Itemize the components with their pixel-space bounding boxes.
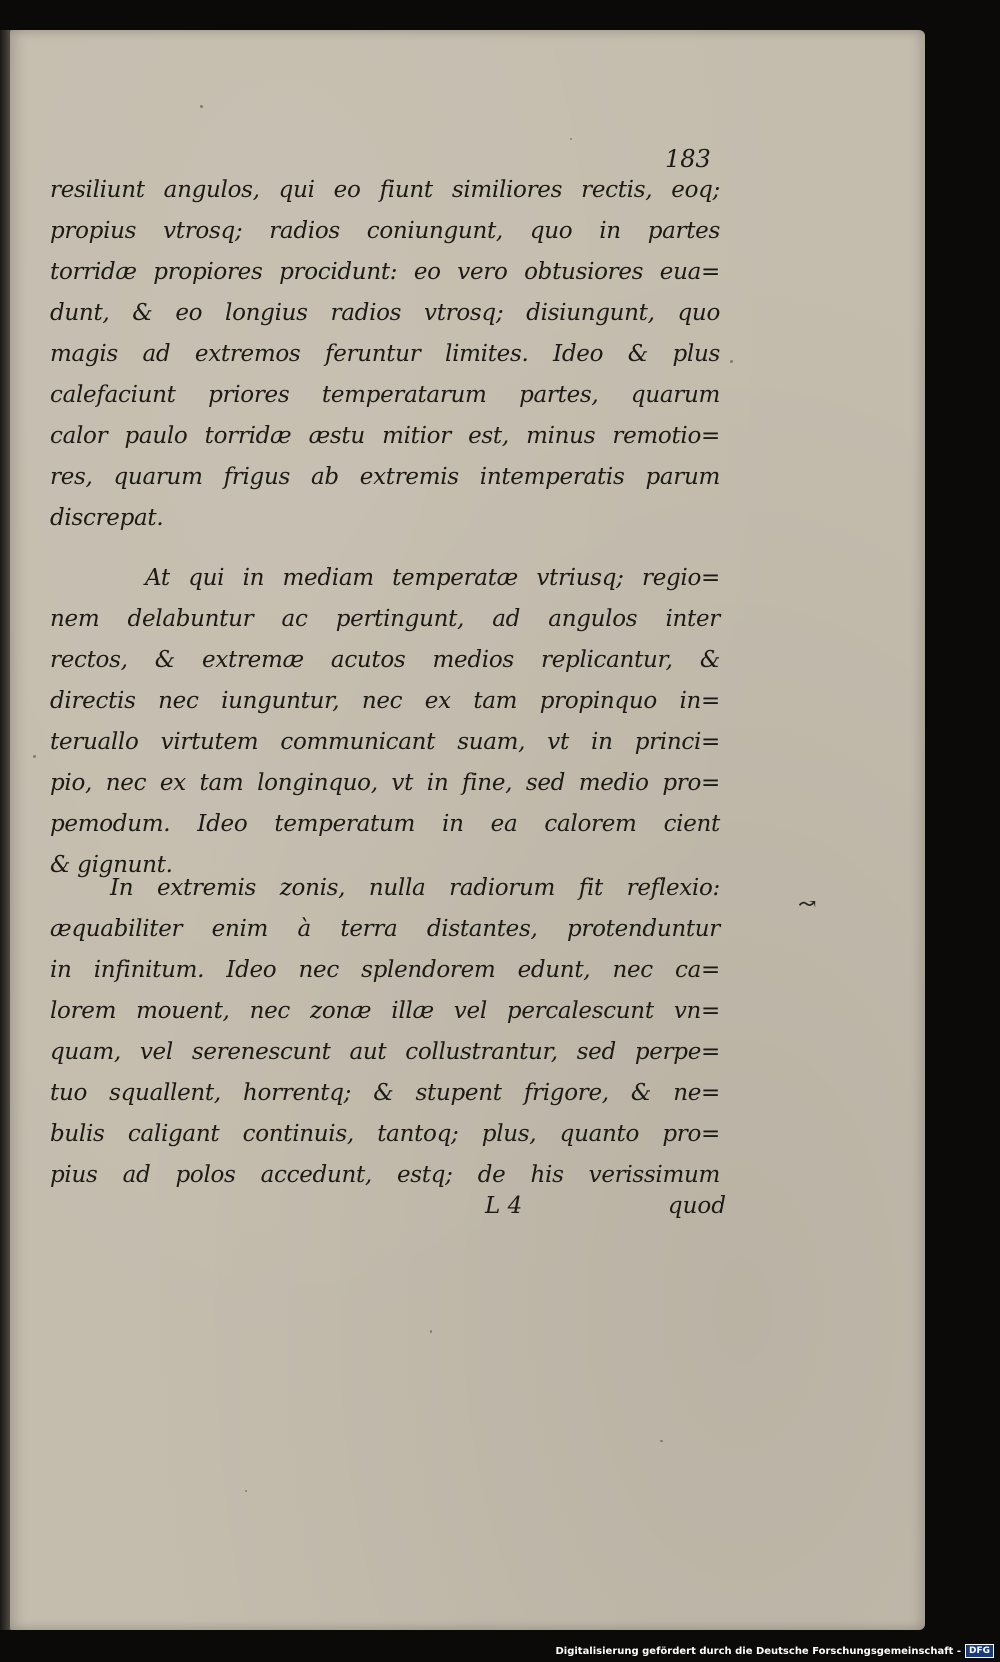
text-line: In extremis zonis, nulla radiorum fit reflexio: (110, 875, 720, 901)
text-line: tuo squallent, horrentq; & stupent frigore, & ne= (50, 1080, 720, 1106)
text-line: pio, nec ex tam longinquo, vt in fine, sed medio pro= (50, 770, 720, 796)
page-number: 183 (665, 145, 711, 173)
dfg-logo-icon: DFG (965, 1644, 994, 1658)
text-line: pius ad polos accedunt, estq; de his verissimum (50, 1162, 720, 1188)
text-line: in infinitum. Ideo nec splendorem edunt, nec ca= (50, 957, 720, 983)
text-line: propius vtrosq; radios coniungunt, quo in partes (50, 218, 720, 244)
text-line: æquabiliter enim à terra distantes, protenduntur (50, 916, 720, 942)
paper-speck (730, 360, 733, 363)
text-line: calefaciunt priores temperatarum partes, quarum (50, 382, 720, 408)
paper-speck (660, 1440, 663, 1442)
text-line: resiliunt angulos, qui eo fiunt similiores rectis, eoq; (50, 177, 720, 203)
footer-credit: Digitalisierung gefördert durch die Deutsche Forschungsgemeinschaft - (555, 1645, 961, 1657)
text-line: magis ad extremos feruntur limites. Ideo & plus (50, 341, 720, 367)
text-line: res, quarum frigus ab extremis intemperatis parum (50, 464, 720, 490)
paper-speck (200, 105, 203, 108)
text-line: At qui in mediam temperatæ vtriusq; regio= (145, 565, 720, 591)
paper-speck (245, 1490, 247, 1492)
text-line: calor paulo torridæ æstu mitior est, minus remotio= (50, 423, 720, 449)
paragraph-2 (50, 558, 720, 886)
book-page (10, 30, 925, 1630)
paper-speck (570, 138, 572, 140)
text-line: pemodum. Ideo temperatum in ea calorem cient (50, 811, 720, 837)
paragraph-1 (50, 170, 720, 539)
text-line: lorem mouent, nec zonæ illæ vel percalescunt vn= (50, 998, 720, 1024)
text-line: directis nec iunguntur, nec ex tam propinquo in= (50, 688, 720, 714)
margin-mark-icon: ↝ (798, 892, 817, 917)
catch-line (50, 1186, 726, 1227)
catchword: quod (667, 1193, 726, 1219)
paper-speck (33, 755, 36, 758)
text-line: nem delabuntur ac pertingunt, ad angulos inter (50, 606, 720, 632)
text-line: discrepat. (50, 505, 164, 531)
text-line: teruallo virtutem communicant suam, vt in princi= (50, 729, 720, 755)
paper-speck (430, 1330, 432, 1333)
text-line: torridæ propiores procidunt: eo vero obtusiores eua= (50, 259, 720, 285)
text-line: rectos, & extremæ acutos medios replicantur, & (50, 647, 720, 673)
digitization-footer (555, 1644, 994, 1658)
signature-mark: L 4 (485, 1193, 523, 1219)
text-line: dunt, & eo longius radios vtrosq; disiungunt, quo (50, 300, 720, 326)
text-line: quam, vel serenescunt aut collustrantur, sed perpe= (50, 1039, 720, 1065)
paragraph-3 (50, 868, 720, 1196)
text-line: bulis caligant continuis, tantoq; plus, quanto pro= (50, 1121, 720, 1147)
text-line: & gignunt. (50, 852, 173, 878)
